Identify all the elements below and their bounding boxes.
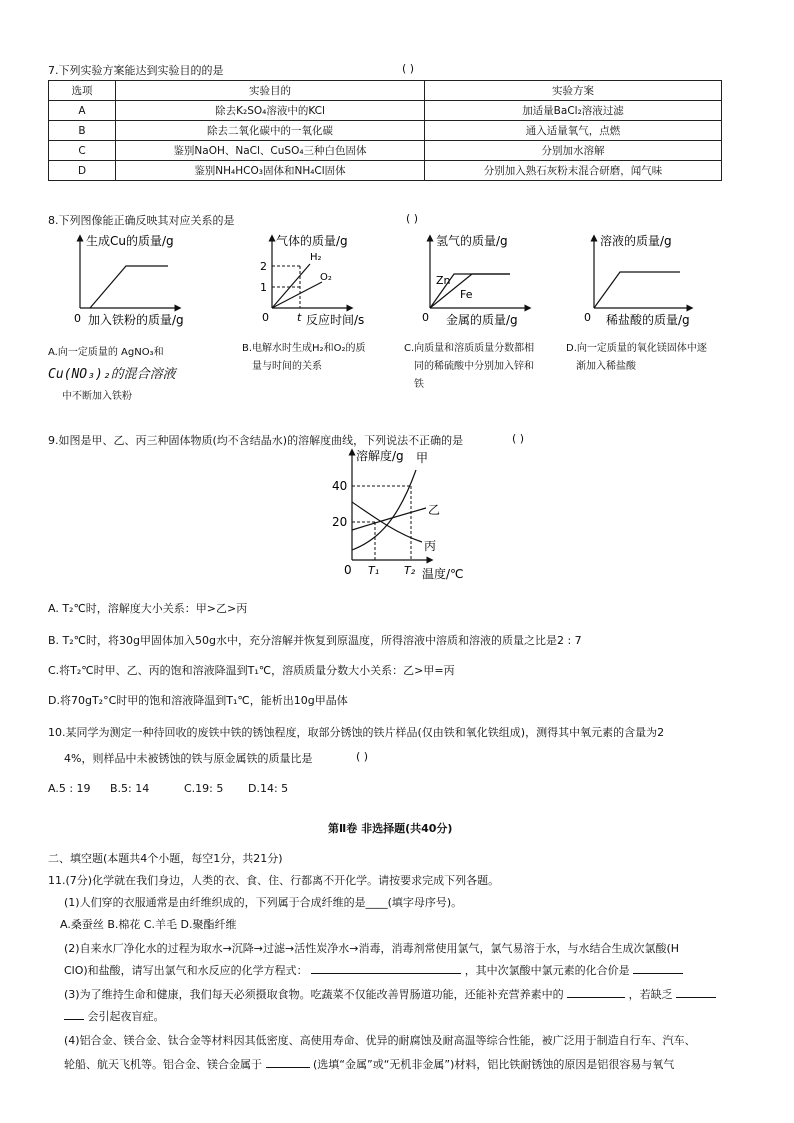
table-cell: A: [49, 101, 116, 121]
q7-table: [48, 80, 722, 181]
q11-part2-text2: ，其中次氯酸中氯元素的化合价是: [464, 964, 630, 977]
tick-2: 2: [260, 260, 267, 273]
caption-line: C.向质量和溶质质量分数都相: [404, 343, 535, 354]
tick-t: t: [297, 311, 302, 324]
table-cell: 除去K₂SO₄溶液中的KCl: [116, 101, 425, 121]
y-label: 溶液的质量/g: [600, 234, 672, 248]
q9-option-c: C.将T₂℃时甲、乙、丙的饱和溶液降温到T₁℃，溶质质量分数大小关系：乙>甲=丙: [48, 664, 455, 677]
q11-part3-line1: [64, 986, 716, 1002]
caption-line: D.向一定质量的氧化镁固体中逐: [566, 343, 707, 354]
table-cell: 除去二氧化碳中的一氧化碳: [116, 121, 425, 141]
q11-part2-text: ClO)和盐酸，请写出氯气和水反应的化学方程式：: [64, 964, 308, 977]
q11-part3-text: (3)为了维持生命和健康，我们每天必须摄取食物。吃蔬菜不仅能改善胃肠道功能，还能补充营养素中的: [64, 988, 564, 1001]
line-h2: [272, 264, 310, 308]
table-row: [49, 161, 722, 181]
table-cell: 分别加入熟石灰粉末混合研磨，闻气味: [425, 161, 722, 181]
y-label: 溶解度/g: [356, 449, 404, 463]
answer-blank[interactable]: [266, 1057, 310, 1068]
section-heading: 二、填空题(本题共4个小题，每空1分，共21分): [48, 852, 283, 865]
tick-t2: T₂: [404, 564, 416, 577]
origin-label: 0: [74, 312, 81, 325]
caption-line: 铁: [414, 379, 424, 390]
table-cell: D: [49, 161, 116, 181]
answer-blank[interactable]: [633, 963, 683, 974]
table-cell: 鉴别NaOH、NaCl、CuSO₄三种白色固体: [116, 141, 425, 161]
label-h2: H₂: [310, 252, 322, 263]
caption-line: B.电解水时生成H₂和O₂的质: [242, 343, 366, 354]
table-cell: 分别加水溶解: [425, 141, 722, 161]
caption-line: 渐加入稀盐酸: [576, 361, 636, 372]
curve-cu: [90, 266, 168, 308]
label-fe: Fe: [460, 288, 473, 301]
q9-answer-paren: ( ): [512, 432, 525, 445]
q11-part4-line2: [64, 1056, 674, 1072]
origin-label: 0: [584, 311, 591, 324]
q10-option-d: D.14: 5: [248, 782, 289, 795]
q11-stem: 11.(7分)化学就在我们身边，人类的衣、食、住、行都离不开化学。请按要求完成下列各题。: [48, 874, 500, 887]
line-o2: [272, 282, 322, 308]
table-cell: 通入适量氧气，点燃: [425, 121, 722, 141]
table-cell: 鉴别NH₄HCO₃固体和NH₄Cl固体: [116, 161, 425, 181]
curve-jia: [352, 470, 416, 550]
q9-stem: 9.如图是甲、乙、丙三种固体物质(均不含结晶水)的溶解度曲线，下列说法不正确的是: [48, 434, 464, 447]
label-bing: 丙: [424, 539, 437, 553]
q10-stem-line2: 4%，则样品中未被锈蚀的铁与原金属铁的质量比是: [64, 752, 313, 765]
table-row: [49, 121, 722, 141]
table-row: [49, 141, 722, 161]
q9-option-a: A. T₂℃时，溶解度大小关系：甲>乙>丙: [48, 602, 248, 615]
y-label: 生成Cu的质量/g: [86, 234, 174, 248]
q11-part1: (1)人们穿的衣服通常是由纤维织成的，下列属于合成纤维的是____(填字母序号)。: [64, 896, 463, 909]
tick-20: 20: [332, 515, 348, 529]
q8-caption-b: [242, 340, 402, 376]
q11-part4-text2: (选填“金属”或“无机非金属”)材料，铝比铁耐锈蚀的原因是铝很容易与氧气: [313, 1058, 675, 1071]
table-header-row: [49, 81, 722, 101]
header-cell: 实验方案: [425, 81, 722, 101]
tick-40: 40: [332, 479, 348, 493]
q8-caption-a: [48, 342, 228, 408]
table-row: [49, 101, 722, 121]
answer-blank[interactable]: [676, 987, 716, 998]
q8-stem: 8.下列图像能正确反映其对应关系的是: [48, 214, 235, 227]
answer-blank[interactable]: [311, 963, 461, 974]
q11-part4-text: 轮船、航天飞机等。铝合金、镁合金属于: [64, 1058, 262, 1071]
caption-line: 中不断加入铁粉: [62, 391, 132, 402]
x-label: 加入铁粉的质量/g: [88, 313, 184, 327]
q8-caption-d: [566, 340, 736, 376]
caption-line: 同的稀硫酸中分别加入锌和: [414, 361, 534, 372]
q10-option-c: C.19: 5: [184, 782, 224, 795]
q8-caption-c: [404, 340, 564, 394]
q11-part3-line2: [64, 1008, 165, 1024]
q11-part3-text2: ，若缺乏: [628, 988, 673, 1001]
tick-t1: T₁: [368, 564, 380, 577]
table-cell: C: [49, 141, 116, 161]
q11-part4-line1: (4)铝合金、镁合金、钛合金等材料因其低密度、高使用寿命、优异的耐腐蚀及耐高温等综合性能，被广泛用于制造自行车、汽车、: [64, 1034, 696, 1047]
origin-label: 0: [422, 311, 429, 324]
label-o2: O₂: [320, 272, 332, 283]
q8-graph-d: [580, 228, 750, 336]
header-cell: 选项: [49, 81, 116, 101]
q10-option-b: B.5: 14: [110, 782, 150, 795]
q11-part1-options: A.桑蚕丝 B.棉花 C.羊毛 D.聚酯纤维: [60, 918, 237, 931]
curve-solution: [594, 272, 680, 308]
label-yi: 乙: [428, 503, 441, 517]
part2-title: 第Ⅱ卷 非选择题(共40分): [328, 822, 453, 835]
q8-answer-paren: ( ): [406, 212, 419, 225]
x-label: 金属的质量/g: [446, 313, 518, 327]
q10-stem-line1: 10.某同学为测定一种待回收的废铁中铁的锈蚀程度，取部分锈蚀的铁片样品(仅由铁和氧化铁组成)，测得其中氧元素的含量为2: [48, 726, 665, 739]
origin-label: 0: [262, 311, 269, 324]
q8-graph-a: [58, 228, 228, 336]
q9-option-d: D.将70gT₂°C时甲的饱和溶液降温到T₁℃，能析出10g甲晶体: [48, 694, 348, 707]
x-label: 温度/℃: [422, 567, 464, 581]
label-jia: 甲: [416, 451, 429, 465]
table-cell: B: [49, 121, 116, 141]
q9-option-b: B. T₂℃时，将30g甲固体加入50g水中，充分溶解并恢复到原温度，所得溶液中溶质和溶液的质量之比是2 : 7: [48, 634, 582, 647]
caption-line: 量与时间的关系: [252, 361, 322, 372]
answer-blank[interactable]: [64, 1009, 84, 1020]
q11-part2-line1: (2)自来水厂净化水的过程为取水→沉降→过滤→活性炭净水→消毒，消毒剂常使用氯气，氯气易溶于水，与水结合生成次氯酸(H: [64, 942, 680, 955]
q9-solubility-chart: [318, 440, 488, 584]
origin-label: 0: [344, 563, 352, 577]
q11-part3-text3: 会引起夜盲症。: [87, 1010, 165, 1023]
header-cell: 实验目的: [116, 81, 425, 101]
q7-answer-paren: ( ): [402, 62, 415, 75]
answer-blank[interactable]: [567, 987, 625, 998]
q10-answer-paren: ( ): [356, 750, 369, 763]
y-label: 氢气的质量/g: [436, 234, 508, 248]
y-label: 气体的质量/g: [276, 234, 348, 248]
table-cell: 加适量BaCl₂溶液过滤: [425, 101, 722, 121]
x-label: 反应时间/s: [306, 313, 365, 327]
q8-graph-b: [238, 228, 398, 336]
x-label: 稀盐酸的质量/g: [606, 313, 690, 327]
q7-stem: 7.下列实验方案能达到实验目的的是: [48, 64, 224, 77]
q10-option-a: A.5 : 19: [48, 782, 91, 795]
q8-graph-c: [412, 228, 572, 336]
caption-line: Cu(NO₃)₂的混合溶液: [48, 367, 176, 382]
caption-line: A.向一定质量的 AgNO₃和: [48, 347, 164, 358]
tick-1: 1: [260, 281, 267, 294]
label-zn: Zn: [436, 274, 451, 287]
q11-part2-line2: [64, 962, 683, 978]
